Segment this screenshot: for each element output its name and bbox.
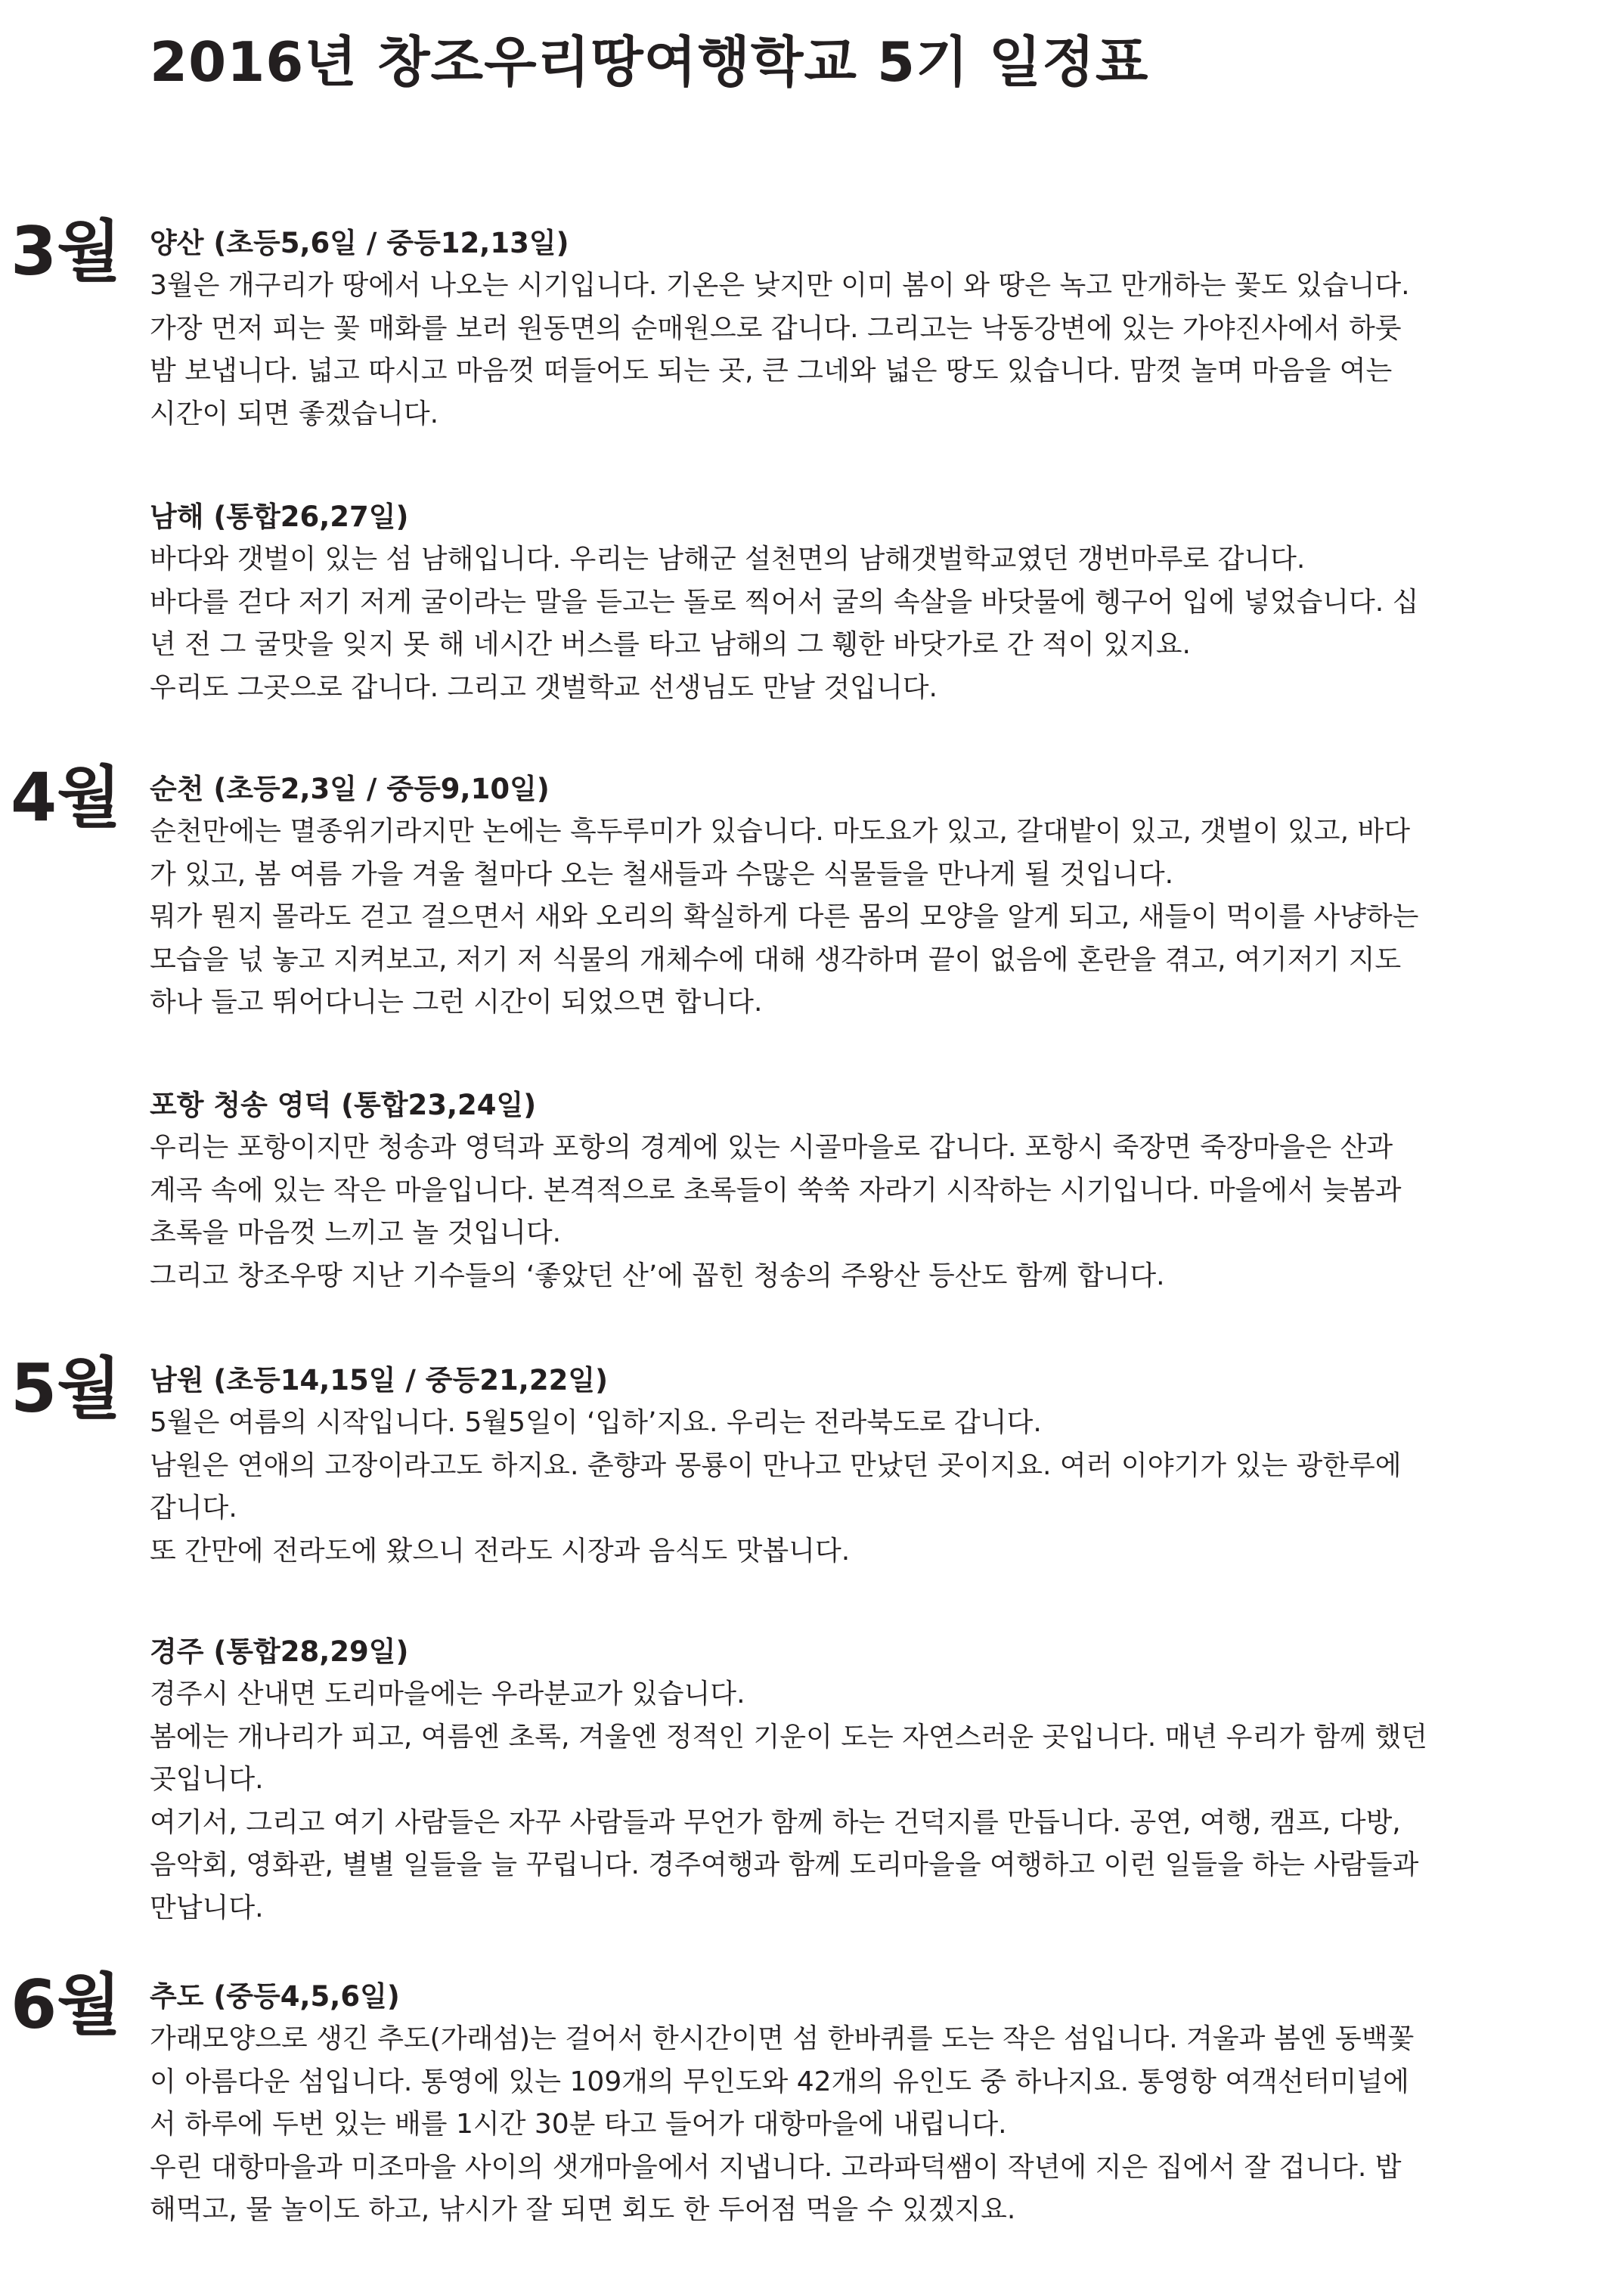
trip-description-line: 우리는 포항이지만 청송과 영덕과 포항의 경계에 있는 시골마을로 갑니다. 포항시 죽장면 죽장마을은 산과 xyxy=(150,1132,1393,1163)
trip-description-line: 우린 대항마을과 미조마을 사이의 샛개마을에서 지냅니다. 고라파덕쌤이 작년에 지은 집에서 잘 겁니다. 밥 xyxy=(150,2151,1402,2183)
trip-description-line: 가래모양으로 생긴 추도(가래섬)는 걸어서 한시간이면 섬 한바퀴를 도는 작은 섬입니다. 겨울과 봄엔 동백꽃 xyxy=(150,2023,1415,2054)
trip-description-line: 3월은 개구리가 땅에서 나오는 시기입니다. 기온은 낮지만 이미 봄이 와 땅은 녹고 만개하는 꽃도 있습니다. xyxy=(150,270,1410,301)
trip-heading: 추도 (중등4,5,6일) xyxy=(150,1980,400,2013)
trip-description-line: 모습을 넋 놓고 지켜보고, 저기 저 식물의 개체수에 대해 생각하며 끝이 없음에 혼란을 겪고, 여기저기 지도 xyxy=(150,944,1402,975)
month-label: 5월 xyxy=(11,1350,122,1427)
trip-description-line: 우리도 그곳으로 갑니다. 그리고 갯벌학교 선생님도 만날 것입니다. xyxy=(150,671,938,703)
trip-description-line: 바다와 갯벌이 있는 섬 남해입니다. 우리는 남해군 설천면의 남해갯벌학교였던 갱번마루로 갑니다. xyxy=(150,544,1306,575)
month-label: 6월 xyxy=(11,1966,122,2044)
trip-description-line: 이 아름다운 섬입니다. 통영에 있는 109개의 무인도와 42개의 유인도 중 하나지요. 통영항 여객선터미널에 xyxy=(150,2066,1409,2097)
trip-description-line: 가장 먼저 피는 꽃 매화를 보러 원동면의 순매원으로 갑니다. 그리고는 낙동강변에 있는 가야진사에서 하룻 xyxy=(150,312,1402,344)
trip-description-line: 여기서, 그리고 여기 사람들은 자꾸 사람들과 무언가 함께 하는 건덕지를 만듭니다. 공연, 여행, 캠프, 다방, xyxy=(150,1806,1401,1838)
trip-description-line: 초록을 마음껏 느끼고 놀 것입니다. xyxy=(150,1217,562,1248)
trip-description-line: 바다를 걷다 저기 저게 굴이라는 말을 듣고는 돌로 찍어서 굴의 속살을 바닷물에 헹구어 입에 넣었습니다. 십 xyxy=(150,586,1419,618)
trip-heading: 순천 (초등2,3일 / 중등9,10일) xyxy=(150,773,550,805)
trip-description-line: 가 있고, 봄 여름 가을 겨울 철마다 오는 철새들과 수많은 식물들을 만나게 될 것입니다. xyxy=(150,858,1174,890)
trip-section-gyeongju xyxy=(150,1631,1586,1930)
trip-description-line: 봄에는 개나리가 피고, 여름엔 초록, 겨울엔 정적인 기운이 도는 자연스러운 곳입니다. 매년 우리가 함께 했던 xyxy=(150,1721,1427,1753)
trip-description-line: 만납니다. xyxy=(150,1892,264,1923)
month-label: 4월 xyxy=(11,758,122,836)
trip-description-line: 그리고 창조우땅 지난 기수들의 ‘좋았던 산’에 꼽힌 청송의 주왕산 등산도 함께 합니다. xyxy=(150,1260,1165,1291)
trip-description-line: 뭐가 뭔지 몰라도 걷고 걸으면서 새와 오리의 확실하게 다른 몸의 모양을 알게 되고, 새들이 먹이를 사냥하는 xyxy=(150,901,1419,932)
trip-description-line: 남원은 연애의 고장이라고도 하지요. 춘향과 몽룡이 만나고 만났던 곳이지요. 여러 이야기가 있는 광한루에 xyxy=(150,1449,1402,1481)
month-label: 3월 xyxy=(11,212,122,290)
trip-description-line: 곳입니다. xyxy=(150,1764,264,1795)
trip-description-line: 하나 들고 뛰어다니는 그런 시간이 되었으면 합니다. xyxy=(150,987,763,1018)
document-title: 2016년 창조우리땅여행학교 5기 일정표 xyxy=(150,30,1149,94)
trip-description-line: 5월은 여름의 시작입니다. 5월5일이 ‘입하’지요. 우리는 전라북도로 갑니다. xyxy=(150,1407,1042,1438)
trip-section-namwon xyxy=(150,1359,1586,1573)
trip-heading: 양산 (초등5,6일 / 중등12,13일) xyxy=(150,227,569,259)
trip-description-line: 서 하루에 두번 있는 배를 1시간 30분 타고 들어가 대항마을에 내립니다. xyxy=(150,2109,1007,2140)
trip-section-namhae xyxy=(150,496,1586,709)
trip-description-line: 계곡 속에 있는 작은 마을입니다. 본격적으로 초록들이 쑥쑥 자라기 시작하는 시기입니다. 마을에서 늦봄과 xyxy=(150,1174,1402,1206)
trip-heading: 경주 (통합28,29일) xyxy=(150,1635,409,1668)
trip-description-line: 순천만에는 멸종위기라지만 논에는 흑두루미가 있습니다. 마도요가 있고, 갈대밭이 있고, 갯벌이 있고, 바다 xyxy=(150,816,1411,847)
trip-description-line: 년 전 그 굴맛을 잊지 못 해 네시간 버스를 타고 남해의 그 휑한 바닷가로 간 적이 있지요. xyxy=(150,629,1191,660)
trip-heading: 남해 (통합26,27일) xyxy=(150,501,409,533)
trip-section-pohang xyxy=(150,1084,1586,1297)
trip-description-line: 또 간만에 전라도에 왔으니 전라도 시장과 음식도 맛봅니다. xyxy=(150,1535,851,1567)
trip-description-line: 경주시 산내면 도리마을에는 우라분교가 있습니다. xyxy=(150,1679,745,1709)
trip-section-suncheon xyxy=(150,768,1586,1024)
trip-heading: 남원 (초등14,15일 / 중등21,22일) xyxy=(150,1364,608,1396)
trip-description-line: 갑니다. xyxy=(150,1493,237,1524)
trip-description-line: 음악회, 영화관, 별별 일들을 늘 꾸립니다. 경주여행과 함께 도리마을을 여행하고 이런 일들을 하는 사람들과 xyxy=(150,1849,1419,1880)
trip-description-line: 시간이 되면 좋겠습니다. xyxy=(150,398,439,429)
trip-section-chudo xyxy=(150,1976,1586,2232)
trip-section-yangsan xyxy=(150,222,1586,436)
trip-description-line: 밤 보냅니다. 넓고 따시고 마음껏 떠들어도 되는 곳, 큰 그네와 넓은 땅도 있습니다. 맘껏 놀며 마음을 여는 xyxy=(150,355,1393,386)
trip-heading: 포항 청송 영덕 (통합23,24일) xyxy=(150,1089,537,1121)
trip-description-line: 해먹고, 물 놀이도 하고, 낚시가 잘 되면 회도 한 두어점 먹을 수 있겠지요. xyxy=(150,2194,1016,2225)
